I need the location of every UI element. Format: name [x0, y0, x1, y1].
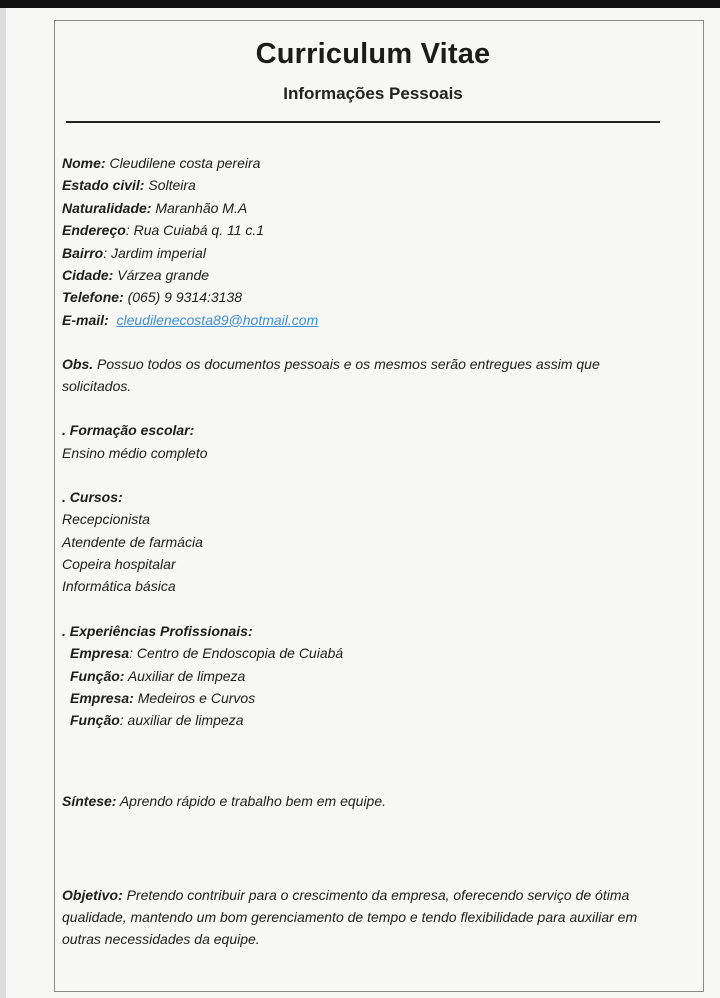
birthplace-label: Naturalidade:	[62, 199, 152, 216]
birthplace-row	[62, 197, 662, 219]
role-label: Função	[70, 712, 120, 729]
objective-paragraph	[62, 884, 662, 950]
document-body	[62, 152, 662, 950]
experience-company-row	[62, 687, 662, 709]
summary-text: Aprendo rápido e trabalho bem em equipe.	[119, 792, 387, 809]
role-value: Auxiliar de limpeza	[127, 667, 246, 684]
phone-row	[62, 286, 662, 308]
city-row	[62, 264, 662, 286]
course-item: Copeira hospitalar	[62, 556, 176, 573]
address-row	[62, 219, 662, 241]
name-row	[62, 152, 662, 174]
district-row	[62, 242, 662, 264]
experience-heading: . Experiências Profissionais:	[62, 622, 253, 639]
civil-status-row	[62, 174, 662, 196]
experience-company-row	[62, 642, 662, 664]
email-link[interactable]: cleudilenecosta89@hotmail.com	[116, 311, 319, 328]
education-heading: . Formação escolar:	[62, 422, 195, 439]
summary-row	[62, 790, 662, 812]
summary-label: Síntese:	[62, 792, 117, 809]
company-label: Empresa	[70, 645, 130, 662]
district-value: : Jardim imperial	[103, 244, 206, 261]
obs-text: Possuo todos os documentos pessoais e os mesmos serão entregues assim que solicitados.	[62, 356, 600, 395]
civil-status-label: Estado civil:	[62, 177, 145, 194]
civil-status-value: Solteira	[148, 177, 196, 194]
phone-value: (065) 9 9314:3138	[127, 289, 243, 306]
education-value: Ensino médio completo	[62, 444, 208, 461]
company-label: Empresa:	[70, 690, 134, 707]
top-edge-bar	[0, 0, 720, 8]
address-value: : Rua Cuiabá q. 11 c.1	[125, 222, 265, 239]
role-label: Função:	[70, 667, 125, 684]
city-label: Cidade:	[62, 266, 114, 283]
obs-label: Obs.	[62, 356, 94, 373]
course-item: Recepcionista	[62, 511, 150, 528]
city-value: Várzea grande	[117, 266, 210, 283]
obs-paragraph	[62, 353, 662, 397]
address-label: Endereço	[62, 222, 126, 239]
company-value: Medeiros e Curvos	[137, 690, 256, 707]
name-label: Nome:	[62, 155, 106, 171]
objective-label: Objetivo:	[62, 887, 123, 904]
phone-label: Telefone:	[62, 289, 124, 306]
district-label: Bairro	[62, 244, 104, 261]
name-value: Cleudilene costa pereira	[109, 155, 261, 171]
experience-role-row	[62, 709, 662, 731]
course-item: Informática básica	[62, 578, 176, 595]
birthplace-value: Maranhão M.A	[155, 199, 248, 216]
company-value: : Centro de Endoscopia de Cuiabá	[129, 645, 344, 662]
experience-role-row	[62, 665, 662, 687]
email-row	[62, 309, 662, 331]
email-label: E-mail:	[62, 311, 109, 328]
document-title: Curriculum Vitae	[255, 38, 491, 70]
objective-text: Pretendo contribuir para o crescimento da empresa, oferecendo serviço de ótima qualidade, mantendo um bom gerenciamento de tempo e tendo flexibilidade para auxiliar em outras necessidades da equipe.	[62, 887, 638, 948]
course-item: Atendente de farmácia	[62, 533, 203, 550]
document-subtitle: Informações Pessoais	[283, 84, 463, 103]
courses-heading: . Cursos:	[62, 488, 123, 505]
header-divider	[66, 121, 660, 123]
role-value: : auxiliar de limpeza	[119, 712, 244, 729]
